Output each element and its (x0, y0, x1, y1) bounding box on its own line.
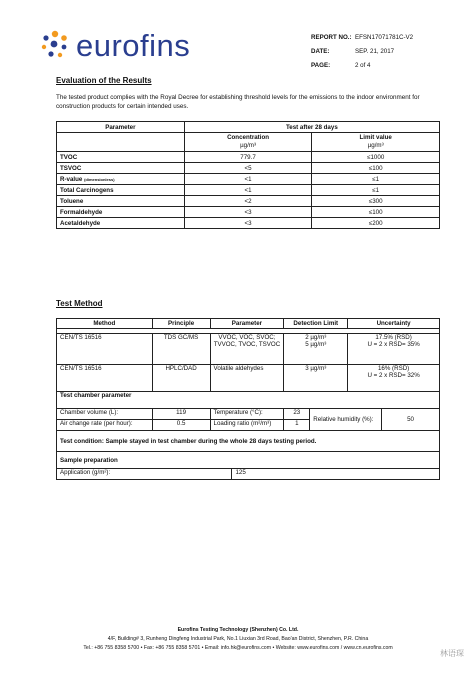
col-method: Method (57, 319, 153, 329)
sample-prep-title: Sample preparation (57, 452, 440, 469)
evaluation-intro: The tested product complies with the Royal Decree for establishing threshold levels for the emissions to the indoor environment for construction products for certain intended uses. (56, 94, 420, 110)
table-row: TSVOC <5 ≤100 (57, 163, 440, 174)
col-principle: Principle (152, 319, 210, 329)
table-row: TVOC 779.7 ≤1000 (57, 152, 440, 163)
concentration-unit: µg/m³ (240, 142, 257, 149)
table-row: CEN/TS 16516 TDS GC/MS VVOC, VOC, SVOC; TVVOC, TVOC, TSVOC 2 µg/m³ 5 µg/m³ 17.5% (RSD) U = 2 x RSD= 35% (57, 334, 440, 365)
col-concentration: Concentration µg/m³ (184, 133, 312, 152)
watermark: 林语琛 (440, 649, 464, 658)
footer-address: 4/F, Building# 3, Runheng Dingfeng Industrial Park, No.1 Liuxian 3rd Road, Bao'an District, Shenzhen, P.R. China (107, 636, 369, 642)
eurofins-logo (38, 28, 218, 64)
page-label: PAGE: (311, 62, 331, 69)
col-limit: Limit value µg/m³ (312, 133, 440, 152)
table-row: Total Carcinogens <1 ≤1 (57, 185, 440, 196)
page-number: 2 of 4 (355, 62, 371, 69)
table-row: CEN/TS 16516 HPLC/DAD Volatile aldehydes 3 µg/m³ 16% (RSD) U = 2 x RSD= 32% (57, 365, 440, 392)
footer-contact: Tel.: +86 755 8358 5700 • Fax: +86 755 8358 5701 • Email: info.hk@eurofins.com • Website: www.eurofins.com / www.cn.eurofins.com (83, 645, 393, 651)
report-no-label: REPORT NO.: (311, 34, 352, 41)
logo-dots-icon (38, 28, 72, 62)
col-parameter: Parameter (210, 319, 284, 329)
date-label: DATE: (311, 48, 330, 55)
method-table (56, 318, 440, 480)
table-row: Application (g/m²): 125 (57, 469, 440, 480)
footer-company: Eurofins Testing Technology (Shenzhen) Co. Ltd. (177, 627, 299, 633)
results-table (56, 121, 440, 229)
chamber-title: Test chamber parameter (57, 392, 440, 409)
method-title: Test Method (56, 299, 103, 308)
report-date: SEP. 21, 2017 (355, 48, 395, 55)
limit-unit: µg/m³ (367, 142, 384, 149)
evaluation-title: Evaluation of the Results (56, 76, 152, 85)
table-row: Chamber volume (L): 119 Temperature (°C): 23 Relative humidity (%): 50 (57, 409, 440, 420)
report-meta (311, 31, 413, 73)
col-parameter: Parameter (57, 122, 185, 133)
logo-text: eurofins (76, 28, 191, 63)
table-row: R-value (dimensionless) <1 ≤1 (57, 174, 440, 185)
col-uncertainty: Uncertainty (348, 319, 440, 329)
table-row: Air change rate (per hour): 0.5 Loading ratio (m²/m³) 1 (57, 420, 440, 431)
test-condition: Test condition: Sample stayed in test chamber during the whole 28 days testing period. (57, 431, 440, 452)
table-row: Toluene <2 ≤300 (57, 196, 440, 207)
col-detection-limit: Detection Limit (284, 319, 348, 329)
report-no: EFSN17071781C-V2 (355, 34, 414, 41)
col-test: Test after 28 days (184, 122, 439, 133)
table-row: Acetaldehyde <3 ≤200 (57, 218, 440, 229)
footer (0, 626, 476, 653)
table-row: Formaldehyde <3 ≤100 (57, 207, 440, 218)
